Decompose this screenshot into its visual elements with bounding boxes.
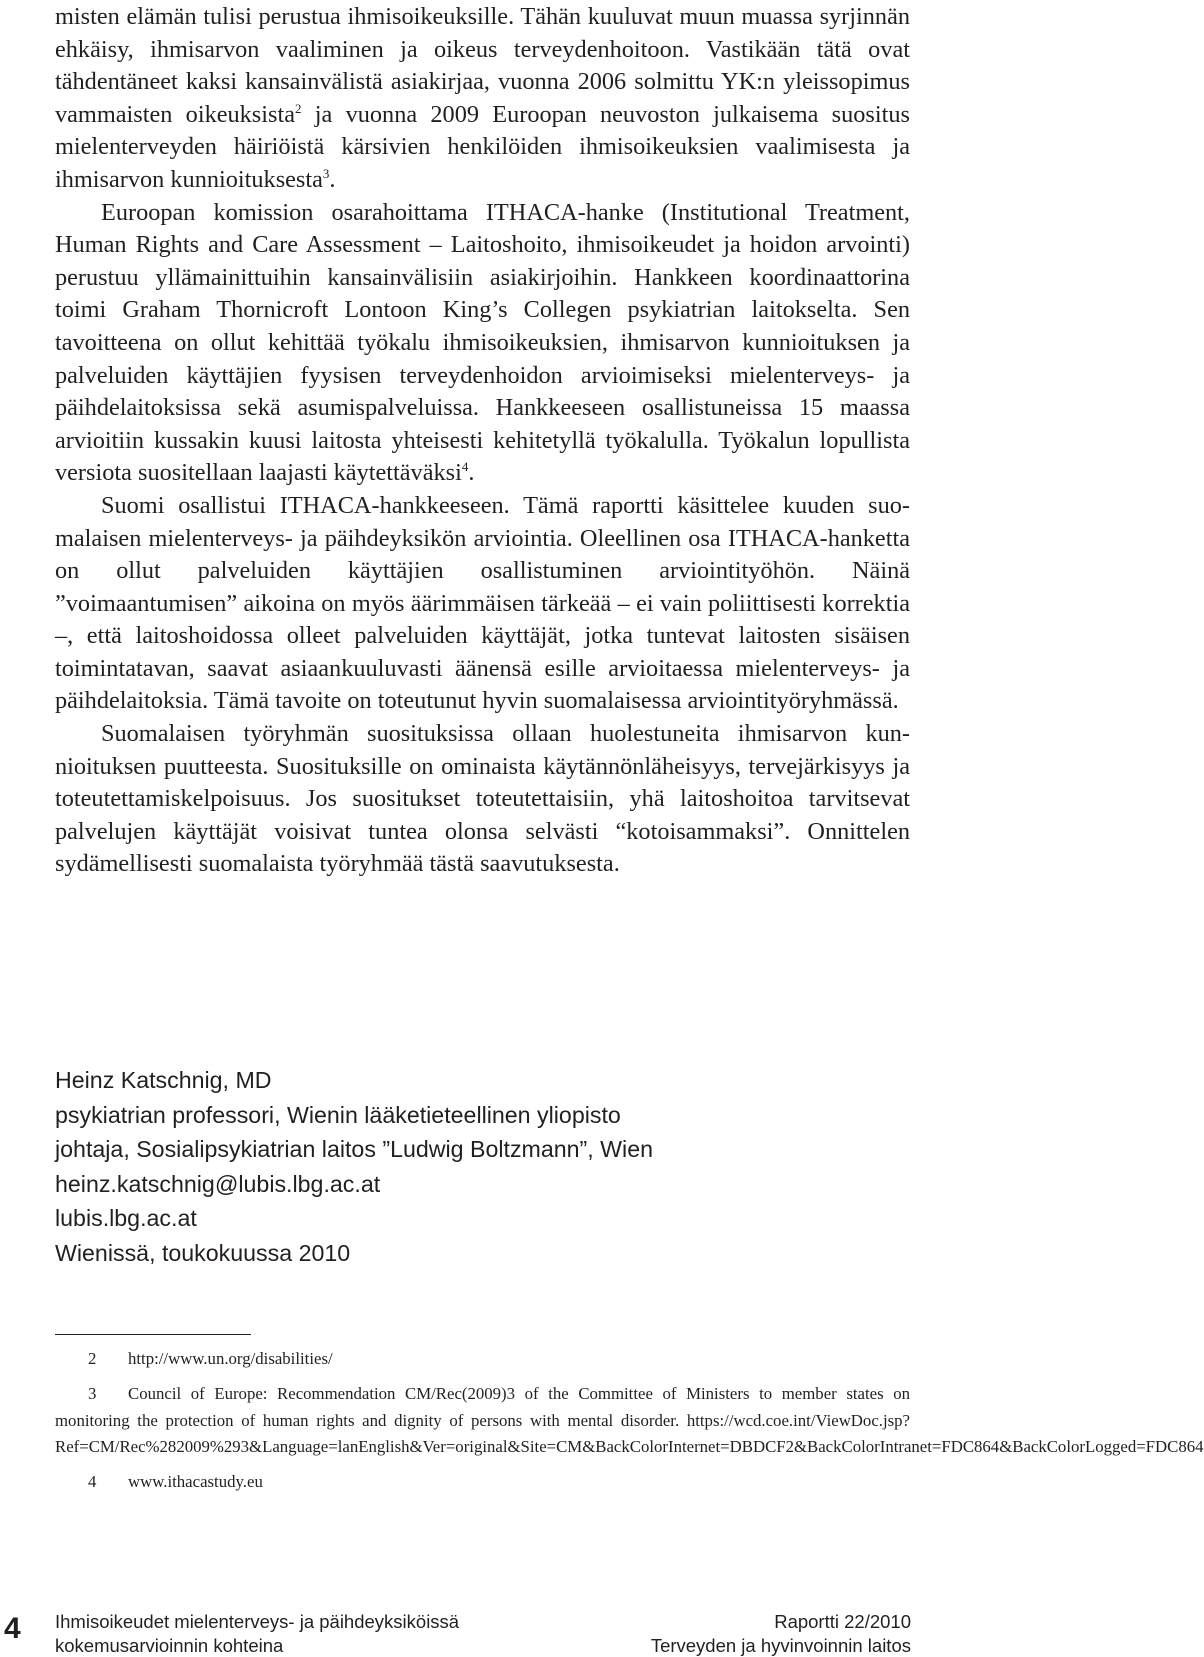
main-text [55,0,910,881]
place-date: Wienissä, toukokuussa 2010 [55,1239,351,1266]
footnote-4 [55,1469,910,1495]
paragraph-1-text-cont: ja vuonna 2009 Euroopan neuvoston julkaisema suositus mielenterveyden häiriöistä kärsivien henkilöiden ihmisoikeuksien vaalimisesta ja ihmisarvon kunnioituksesta [55,100,910,193]
author-title: psykiatrian professori, Wienin lääketieteellinen yliopisto [55,1101,621,1128]
footnote-2 [55,1346,910,1372]
paragraph-2 [55,197,910,490]
paragraph-4: Suomalaisen työryhmän suosituksissa ollaan huolestuneita ihmisarvon kunnioituksen puutteesta. Suosituksille on ominaista käytännönläheisyys, tervejärkisyys ja toteutettamiskelpoisuus. Jos suositukset toteutettaisiin, yhä laitoshoitoa tarvitsevat palvelujen käyttäjät voisivat tuntea olonsa selvästi “kotoisammaksi”. Onnittelen sydämellisesti suomalaista työryhmää tästä saavutuksesta. [55,720,910,878]
footer-institute: Terveyden ja hyvinvoinnin laitos [650,1634,911,1656]
paragraph-1-end: . [329,165,336,193]
paragraph-1-text: misten elämän tulisi perustua ihmisoikeuksille. Tähän kuuluvat muun muassa syrjinnän ehkäisy, ihmisarvon vaaliminen ja oikeus terveydenhoitoon. Vastikään tätä ovat tähdentäneet kaksi kansainvälistä asiakirjaa, vuonna 2006 solmittu YK:n yleissopimus vammaisten oikeuksista [55,3,910,128]
footnote-number: 3 [88,1384,97,1404]
page-footer [0,1610,960,1657]
signature-block [55,1063,910,1271]
footer-title-line-1: Ihmisoikeudet mielenterveys- ja päihdeyksiköissä [55,1611,460,1632]
footnote-text: http://www.un.org/disabilities/ [128,1349,333,1368]
footnotes [55,1346,1204,1495]
footer-title-line-2: kokemusarvioinnin kohteina [55,1634,284,1656]
footnote-ref-3: 3 [322,165,330,181]
footnote-3 [55,1381,1204,1460]
page-number: 4 [4,1612,21,1645]
footnote-number: 2 [88,1349,97,1368]
paragraph-2-end: . [468,459,475,487]
author-email: heinz.katschnig@lubis.lbg.ac.at [55,1170,381,1197]
footnote-ref-4: 4 [461,459,469,475]
author-name: Heinz Katschnig, MD [55,1067,272,1093]
footnote-divider [55,1334,251,1335]
paragraph-2-text: Euroopan komission osarahoittama ITHACA-hanke (Institutional Treatment, Human Rights and Care Assessment – Laitoshoito, ihmisoikeudet ja hoidon arvointi) perustuu yllämainittuihin kansainvälisiin asiakirjoihin. Hankkeen koordinaattorina toimi Graham Thornicroft Lontoon King’s Collegen psykiatrian laitokselta. Sen tavoitteena on ollut kehittää työkalu ihmisoikeuksien, ihmisarvon kunnioituksen ja palveluiden käyttäjien fyysisen terveydenhoidon arvioimiseksi mielenterveys- ja päihdelaitoksissa sekä asumispalveluissa. Hankkeeseen osallistuneissa 15 maassa arvioitiin kussakin kuusi laitosta yhteisesti kehitetyllä työkalulla. Työkalun lopullista versiota suositellaan laajasti käytettäväksi [55,198,910,487]
footer-publication-title [55,1610,459,1657]
paragraph-1 [55,1,910,197]
author-position: johtaja, Sosialipsykiatrian laitos ”Ludwig Boltzmann”, Wien [55,1136,653,1163]
footnote-text: Council of Europe: Recommendation CM/Rec(2009)3 of the Committee of Ministers to member states on monitoring the protection of human rights and dignity of persons with mental disorder. https://wcd.coe.int/ViewDoc.jsp?Ref=CM/Rec%282009%293&Language=lanEnglish&Ver=original&Site=CM&BackColorInternet=DBDCF2&BackColorIntranet=FDC864&BackColorLogged=FDC864 [55,1384,1204,1456]
author-website: lubis.lbg.ac.at [55,1205,197,1232]
paragraph-3: Suomi osallistui ITHACA-hankkeeseen. Tämä raportti käsittelee kuuden suomalaisen mielenterveys- ja päihdeyksikön arviointia. Oleellinen osa ITHACA-hanketta on ollut palveluiden käyttäjien osallistuminen arviointityöhön. Näinä ”voimaantumisen” aikoina on myös äärimmäisen tärkeää – ei vain poliittisesti korrektia –, että laitoshoidossa olleet palveluiden käyttäjät, jotka tuntevat laitosten sisäisen toimintatavan, saavat asiaankuuluvasti äänensä esille arvioitaessa mielenterveys- ja päihdelaitoksia. Tämä tavoite on toteutunut hyvin suomalaisessa arviointityöryhmässä. [55,491,910,715]
footer-publisher [651,1610,911,1657]
footnote-number: 4 [88,1472,97,1492]
footer-report-number: Raportti 22/2010 [774,1611,911,1632]
footnote-text: www.ithacastudy.eu [128,1472,263,1492]
footnote-ref-2: 2 [295,100,302,116]
